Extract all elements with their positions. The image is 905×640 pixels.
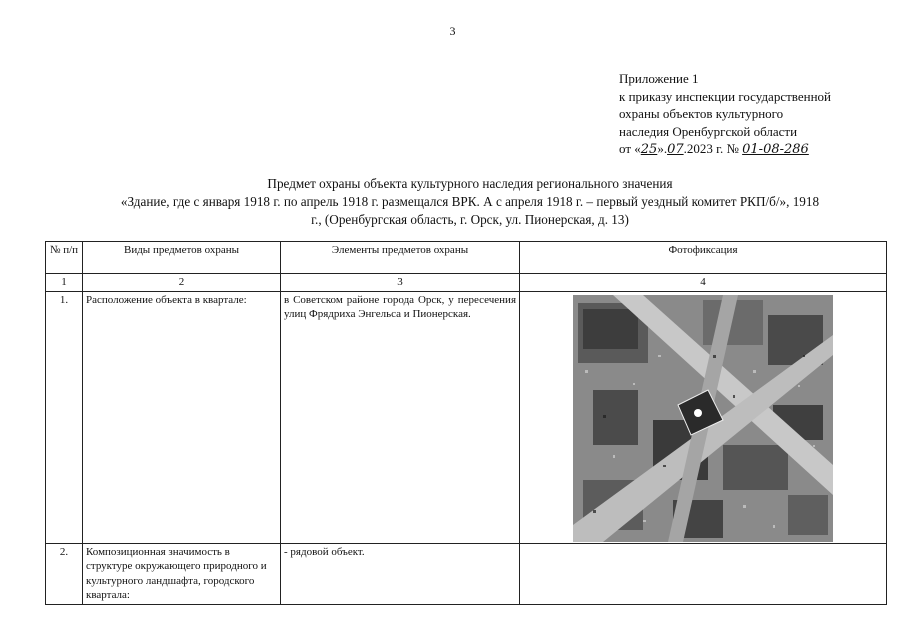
appendix-block xyxy=(619,70,831,159)
title-line-2: «Здание, где с января 1918 г. по апрель 1918 г. размещался ВРК. А с апреля 1918 г. – первый уездный комитет РКП/б/», 1918 xyxy=(120,194,820,209)
title-line-3: г., (Оренбургская область, г. Орск, ул. Пионерская, д. 13) xyxy=(311,212,629,227)
appendix-line-4: наследия Оренбургской области xyxy=(619,123,798,139)
table-column-numbers-row xyxy=(46,274,887,292)
protection-table xyxy=(45,241,887,605)
date-month: 07 xyxy=(667,142,684,157)
date-day: 25 xyxy=(640,142,658,157)
date-mid-2: .2023 г. № xyxy=(683,141,739,156)
appendix-line-1: Приложение 1 xyxy=(619,71,699,86)
appendix-date-line xyxy=(619,140,831,159)
column-number: 3 xyxy=(281,274,520,292)
row-number: 1. xyxy=(46,291,83,543)
header-protection-type: Виды предметов охраны xyxy=(83,242,281,274)
date-prefix: от « xyxy=(619,141,641,156)
title-line-1: Предмет охраны объекта культурного наследия регионального значения xyxy=(267,176,673,191)
table-row xyxy=(46,543,887,604)
column-number: 2 xyxy=(83,274,281,292)
row-protection-elements: в Советском районе города Орск, у пересечения улиц Фрядриха Энгельса и Пионерская. xyxy=(281,291,520,543)
aerial-map-photo xyxy=(573,295,833,542)
date-mid-1: ». xyxy=(657,141,668,156)
table-header-row xyxy=(46,242,887,274)
row-protection-elements: - рядовой объект. xyxy=(281,543,520,604)
column-number: 4 xyxy=(520,274,887,292)
row-photo-cell xyxy=(520,291,887,543)
document-title xyxy=(60,175,880,229)
header-number: № п/п xyxy=(46,242,83,274)
document-number: 01-08-286 xyxy=(742,142,809,157)
header-protection-elements: Элементы предметов охраны xyxy=(281,242,520,274)
row-photo-cell xyxy=(520,543,887,604)
row-protection-type: Расположение объекта в квартале: xyxy=(83,291,281,543)
row-number: 2. xyxy=(46,543,83,604)
page-number: 3 xyxy=(449,24,456,38)
appendix-line-3: охраны объектов культурного xyxy=(619,106,784,121)
column-number: 1 xyxy=(46,274,83,292)
table-row xyxy=(46,291,887,543)
header-photo: Фотофиксация xyxy=(520,242,887,274)
row-protection-type: Композиционная значимость в структуре окружающего природного и культурного ландшафта, городского квартала: xyxy=(83,543,281,604)
appendix-line-2: к приказу инспекции государственной xyxy=(619,88,831,104)
